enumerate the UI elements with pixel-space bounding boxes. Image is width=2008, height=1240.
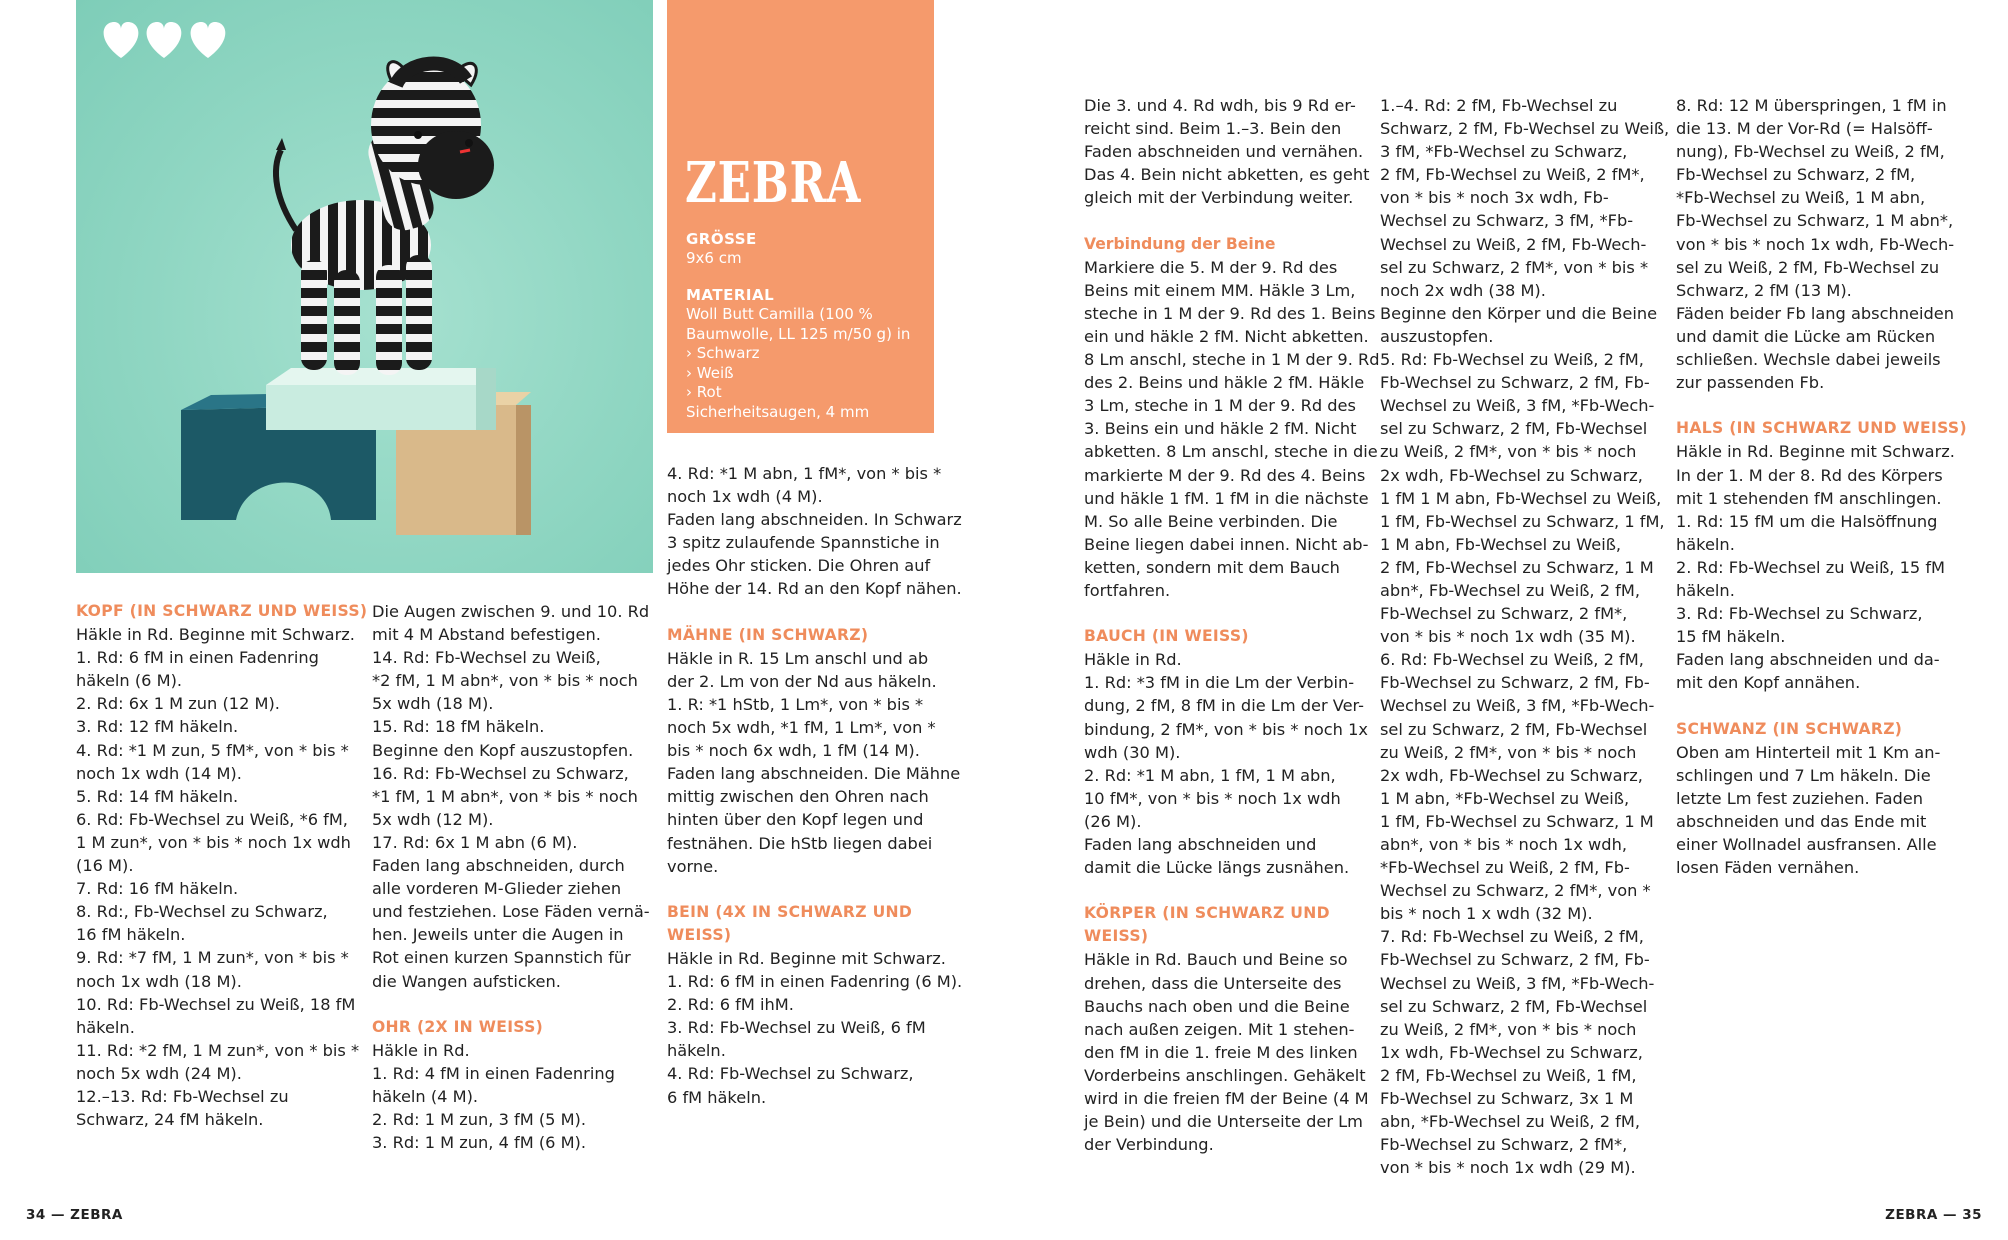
spacer	[667, 878, 962, 901]
zebra	[276, 62, 494, 375]
text-line: 8. Rd:, Fb-Wechsel zu Schwarz,	[76, 902, 328, 922]
text-line: die 13. M der Vor-Rd (= Halsöff-	[1676, 119, 1933, 139]
text-line: 3. Rd: Fb-Wechsel zu Schwarz,	[1676, 604, 1923, 624]
text-line: 1 M abn, *Fb-Wechsel zu Weiß,	[1380, 788, 1630, 808]
spacer	[667, 601, 962, 624]
text-line: 17. Rd: 6x 1 M abn (6 M).	[372, 832, 578, 852]
text-line: 2. Rd: 6 fM ihM.	[667, 995, 794, 1015]
material-line: Woll Butt Camilla (100 %	[686, 305, 873, 323]
text-line: Schwarz, 2 fM (13 M).	[1676, 280, 1852, 300]
text-line: und häkle 1 fM. 1 fM in die nächste	[1084, 488, 1369, 508]
text-line: 6. Rd: Fb-Wechsel zu Weiß, *6 fM,	[76, 809, 348, 829]
text-line: der 2. Lm von der Nd aus häkeln.	[667, 671, 937, 691]
text-line: und damit die Lücke am Rücken	[1676, 326, 1936, 346]
text-line: Fb-Wechsel zu Schwarz, 2 fM*,	[1380, 604, 1628, 624]
text-line: damit die Lücke längs zusnähen.	[1084, 858, 1350, 878]
zebra-photo	[76, 0, 653, 573]
text-line: 3. Beins ein und häkle 2 fM. Nicht	[1084, 419, 1357, 439]
text-line: hinten über den Kopf legen und	[667, 810, 924, 830]
text-line: *2 fM, 1 M abn*, von * bis * noch	[372, 671, 638, 691]
text-line: abschneiden und das Ende mit	[1676, 811, 1927, 831]
text-column-5	[1380, 94, 1669, 1179]
text-line: Die Augen zwischen 9. und 10. Rd	[372, 602, 650, 621]
text-line: abn*, von * bis * noch 1x wdh,	[1380, 835, 1627, 854]
text-line: häkeln (6 M).	[76, 671, 183, 691]
text-line: 1 fM 1 M abn, Fb-Wechsel zu Weiß,	[1380, 488, 1662, 508]
text-line: losen Fäden vernähen.	[1676, 858, 1860, 878]
zebra-illustration	[76, 0, 653, 573]
text-line: hen. Jeweils unter die Augen in	[372, 925, 624, 945]
text-line: die Wangen aufsticken.	[372, 971, 561, 991]
text-line: dung, 2 fM, 8 fM in die Lm der Ver-	[1084, 696, 1364, 716]
text-line: Wechsel zu Weiß, 2 fM, Fb-Wech-	[1380, 234, 1647, 254]
text-line: mit 1 stehenden fM anschlingen.	[1676, 488, 1942, 508]
text-column-6	[1676, 94, 1967, 879]
text-line: Faden lang abschneiden. Die Mähne	[667, 764, 961, 784]
text-line: 1 M abn, Fb-Wechsel zu Weiß,	[1380, 534, 1622, 554]
text-line: 1 fM, Fb-Wechsel zu Schwarz, 1 fM,	[1380, 511, 1665, 531]
text-line: Wechsel zu Weiß, 3 fM, *Fb-Wech-	[1380, 396, 1655, 416]
spacer	[1084, 209, 1380, 232]
text-line: steche in 1 M der 9. Rd des 1. Beins	[1084, 303, 1376, 323]
text-line: 1. Rd: 15 fM um die Halsöffnung	[1676, 511, 1938, 531]
text-line: Fb-Wechsel zu Schwarz, 1 M abn*,	[1676, 211, 1954, 231]
text-line: 4. Rd: *1 M zun, 5 fM*, von * bis *	[76, 740, 349, 760]
text-line: festnähen. Die hStb liegen dabei	[667, 833, 933, 853]
text-line: Vorderbeins anschlingen. Gehäkelt	[1084, 1065, 1366, 1085]
text-line: Faden lang abschneiden. In Schwarz	[667, 510, 962, 530]
text-line: 2x wdh, Fb-Wechsel zu Schwarz,	[1380, 765, 1643, 785]
text-line: 2. Rd: 6x 1 M zun (12 M).	[76, 694, 280, 714]
text-line: Häkle in Rd. Beginne mit Schwarz.	[1676, 442, 1955, 462]
text-line: Häkle in Rd.	[1084, 650, 1182, 670]
text-column-3	[667, 462, 962, 1109]
text-line: 1. Rd: 6 fM in einen Fadenring	[76, 648, 319, 668]
text-line: 8 Lm anschl, steche in 1 M der 9. Rd	[1084, 350, 1380, 370]
text-line: *Fb-Wechsel zu Weiß, 1 M abn,	[1676, 188, 1926, 208]
text-line: 12.–13. Rd: Fb-Wechsel zu	[76, 1086, 289, 1106]
text-line: von * bis * noch 1x wdh (35 M).	[1380, 627, 1636, 647]
text-line: jedes Ohr sticken. Die Ohren auf	[667, 556, 931, 576]
heart-icon	[191, 22, 226, 58]
section-heading: MÄHNE (IN SCHWARZ)	[667, 625, 869, 644]
text-line: sel zu Weiß, 2 fM, Fb-Wechsel zu	[1676, 257, 1940, 277]
text-line: 1. R: *1 hStb, 1 Lm*, von * bis *	[667, 694, 924, 714]
text-line: Höhe der 14. Rd an den Kopf nähen.	[667, 579, 962, 599]
text-line: 9. Rd: *7 fM, 1 M zun*, von * bis *	[76, 948, 349, 968]
text-line: Faden lang abschneiden und da-	[1676, 650, 1940, 670]
text-line: Wechsel zu Schwarz, 2 fM*, von *	[1380, 881, 1651, 901]
footer-left: 34 — ZEBRA	[26, 1207, 123, 1223]
section-heading: SCHWANZ (IN SCHWARZ)	[1676, 719, 1903, 738]
text-line: ketten, sondern mit dem Bauch	[1084, 557, 1340, 577]
text-line: reicht sind. Beim 1.–3. Bein den	[1084, 119, 1342, 139]
text-line: häkeln (4 M).	[372, 1086, 479, 1106]
text-line: einer Wollnadel ausfransen. Alle	[1676, 835, 1937, 854]
text-line: Das 4. Bein nicht abketten, es geht	[1084, 165, 1370, 185]
text-line: 5x wdh (18 M).	[372, 694, 494, 714]
text-line: 16 fM häkeln.	[76, 925, 186, 945]
spacer	[1676, 694, 1967, 717]
heart-icon	[104, 22, 139, 58]
section-heading: WEISS)	[1084, 927, 1149, 946]
text-line: zu Weiß, 2 fM*, von * bis * noch	[1380, 742, 1637, 762]
text-line: Schwarz, 24 fM häkeln.	[76, 1110, 264, 1130]
text-line: zu Weiß, 2 fM*, von * bis * noch	[1380, 1019, 1637, 1039]
text-line: bindung, 2 fM*, von * bis * noch 1x	[1084, 719, 1368, 739]
text-line: den fM in die 1. freie M des linken	[1084, 1042, 1358, 1062]
spacer	[1084, 602, 1380, 625]
text-line: 1. Rd: *3 fM in die Lm der Verbin-	[1084, 673, 1355, 693]
text-line: abn, *Fb-Wechsel zu Weiß, 2 fM,	[1380, 1112, 1640, 1132]
text-line: Oben am Hinterteil mit 1 Km an-	[1676, 742, 1941, 762]
text-line: Häkle in Rd.	[372, 1040, 470, 1060]
text-line: auszustopfen.	[1380, 326, 1494, 346]
section-heading: Verbindung der Beine	[1084, 234, 1276, 253]
text-line: Bauchs nach oben und die Beine	[1084, 996, 1350, 1016]
text-line: 4. Rd: Fb-Wechsel zu Schwarz,	[667, 1064, 914, 1084]
text-line: Faden abschneiden und vernähen.	[1084, 142, 1364, 162]
text-line: 6 fM häkeln.	[667, 1087, 767, 1107]
text-line: *1 fM, 1 M abn*, von * bis * noch	[372, 786, 638, 806]
text-line: wdh (30 M).	[1084, 742, 1181, 762]
text-line: 5. Rd: Fb-Wechsel zu Weiß, 2 fM,	[1380, 350, 1644, 370]
text-line: Fb-Wechsel zu Schwarz, 2 fM*,	[1380, 1135, 1628, 1155]
text-line: 6. Rd: Fb-Wechsel zu Weiß, 2 fM,	[1380, 650, 1644, 670]
section-heading: KÖRPER (IN SCHWARZ UND	[1084, 904, 1330, 923]
text-line: 3. Rd: 1 M zun, 4 fM (6 M).	[372, 1133, 587, 1153]
text-line: häkeln.	[667, 1041, 726, 1061]
text-line: 8. Rd: 12 M überspringen, 1 fM in	[1676, 96, 1947, 115]
text-line: vorne.	[667, 856, 719, 876]
material-line: › Schwarz	[686, 344, 760, 362]
material-heading: MATERIAL	[686, 286, 775, 304]
text-line: häkeln.	[1676, 534, 1735, 554]
text-line: sel zu Schwarz, 2 fM, Fb-Wechsel	[1380, 419, 1648, 439]
section-heading: BAUCH (IN WEISS)	[1084, 627, 1249, 646]
material-line: Baumwolle, LL 125 m/50 g) in	[686, 324, 911, 343]
text-line: gleich mit der Verbindung weiter.	[1084, 188, 1354, 208]
text-line: Fäden beider Fb lang abschneiden	[1676, 303, 1954, 323]
text-line: sel zu Schwarz, 2 fM, Fb-Wechsel	[1380, 719, 1648, 739]
text-line: 10. Rd: Fb-Wechsel zu Weiß, 18 fM	[76, 994, 356, 1014]
text-line: Beine liegen dabei innen. Nicht ab-	[1084, 534, 1369, 554]
text-line: zur passenden Fb.	[1676, 373, 1825, 393]
text-line: sel zu Schwarz, 2 fM*, von * bis *	[1380, 257, 1649, 277]
text-line: mit den Kopf annähen.	[1676, 673, 1861, 693]
section-heading: HALS (IN SCHWARZ UND WEISS)	[1676, 419, 1967, 438]
text-line: des 2. Beins und häkle 2 fM. Häkle	[1084, 373, 1365, 393]
text-line: markierte M der 9. Rd des 4. Beins	[1084, 465, 1366, 485]
section-heading: KOPF (IN SCHWARZ UND WEISS)	[76, 602, 368, 620]
text-line: der Verbindung.	[1084, 1135, 1214, 1155]
text-line: 2x wdh, Fb-Wechsel zu Schwarz,	[1380, 465, 1643, 485]
text-line: Wechsel zu Weiß, 3 fM, *Fb-Wech-	[1380, 696, 1655, 716]
pattern-info-box	[667, 0, 934, 433]
text-line: Häkle in Rd. Bauch und Beine so	[1084, 950, 1348, 970]
text-line: abketten. 8 Lm anschl, steche in die	[1084, 442, 1378, 462]
text-line: 7. Rd: 16 fM häkeln.	[76, 879, 239, 899]
footer-right: ZEBRA — 35	[1885, 1207, 1982, 1223]
text-line: noch 5x wdh (24 M).	[76, 1063, 242, 1083]
text-line: 11. Rd: *2 fM, 1 M zun*, von * bis *	[76, 1040, 360, 1060]
text-line: 2. Rd: *1 M abn, 1 fM, 1 M abn,	[1084, 765, 1336, 785]
text-line: mit 4 M Abstand befestigen.	[372, 625, 601, 645]
spacer	[1676, 394, 1967, 417]
text-line: Wechsel zu Schwarz, 3 fM, *Fb-	[1380, 211, 1634, 231]
text-line: 3 fM, *Fb-Wechsel zu Schwarz,	[1380, 142, 1628, 162]
material-line: Sicherheitsaugen, 4 mm	[686, 402, 870, 421]
text-line: 3. Rd: 12 fM häkeln.	[76, 717, 239, 737]
text-line: 5. Rd: 14 fM häkeln.	[76, 786, 239, 806]
text-line: ein und häkle 2 fM. Nicht abketten.	[1084, 326, 1369, 346]
text-line: noch 1x wdh (4 M).	[667, 487, 823, 507]
text-column-1	[76, 600, 367, 1131]
text-line: letzte Lm fest zuziehen. Faden	[1676, 788, 1923, 808]
text-line: sel zu Schwarz, 2 fM, Fb-Wechsel	[1380, 996, 1648, 1016]
text-line: Schwarz, 2 fM, Fb-Wechsel zu Weiß,	[1380, 119, 1670, 139]
size-value: 9x6 cm	[686, 249, 742, 267]
text-line: von * bis * noch 1x wdh (29 M).	[1380, 1158, 1636, 1178]
text-line: noch 1x wdh (14 M).	[76, 763, 242, 783]
text-line: häkeln.	[76, 1017, 135, 1037]
spacer	[1084, 879, 1380, 902]
section-heading: BEIN (4X IN SCHWARZ UND	[667, 902, 913, 921]
text-line: zu Weiß, 2 fM*, von * bis * noch	[1380, 442, 1637, 462]
text-line: von * bis * noch 1x wdh, Fb-Wech-	[1676, 234, 1955, 254]
text-line: je Bein) und die Unterseite der Lm	[1084, 1112, 1363, 1132]
text-line: (26 M).	[1084, 811, 1142, 831]
text-line: Häkle in R. 15 Lm anschl und ab	[667, 648, 929, 668]
section-heading: WEISS)	[667, 925, 732, 944]
text-line: bis * noch 6x wdh, 1 fM (14 M).	[667, 741, 920, 761]
text-line: Beginne den Körper und die Beine	[1380, 303, 1658, 323]
text-line: Markiere die 5. M der 9. Rd des	[1084, 257, 1338, 277]
text-line: 1x wdh, Fb-Wechsel zu Schwarz,	[1380, 1042, 1643, 1062]
text-line: 1 fM, Fb-Wechsel zu Schwarz, 1 M	[1380, 811, 1654, 831]
text-line: 5x wdh (12 M).	[372, 809, 494, 829]
text-line: Fb-Wechsel zu Schwarz, 3x 1 M	[1380, 1089, 1634, 1109]
text-line: Fb-Wechsel zu Schwarz, 2 fM,	[1676, 165, 1916, 185]
text-line: Häkle in Rd. Beginne mit Schwarz.	[667, 948, 946, 968]
text-line: Rot einen kurzen Spannstich für	[372, 948, 631, 968]
text-line: schlingen und 7 Lm häkeln. Die	[1676, 765, 1931, 785]
text-line: 15 fM häkeln.	[1676, 627, 1786, 647]
heart-icon	[147, 22, 182, 58]
text-line: bis * noch 1 x wdh (32 M).	[1380, 904, 1593, 924]
text-line: nach außen zeigen. Mit 1 stehen-	[1084, 1019, 1355, 1039]
text-column-2	[372, 600, 650, 1154]
text-line: 10 fM*, von * bis * noch 1x wdh	[1084, 788, 1341, 808]
text-line: 1. Rd: 6 fM in einen Fadenring (6 M).	[667, 972, 963, 992]
text-line: von * bis * noch 3x wdh, Fb-	[1380, 188, 1609, 208]
text-line: M. So alle Beine verbinden. Die	[1084, 511, 1338, 531]
text-line: In der 1. M der 8. Rd des Körpers	[1676, 465, 1943, 485]
text-line: Die 3. und 4. Rd wdh, bis 9 Rd er-	[1084, 96, 1356, 115]
text-line: drehen, dass die Unterseite des	[1084, 973, 1342, 993]
text-line: noch 1x wdh (18 M).	[76, 971, 242, 991]
text-line: 3 Lm, steche in 1 M der 9. Rd des	[1084, 396, 1356, 416]
text-line: 14. Rd: Fb-Wechsel zu Weiß,	[372, 648, 601, 668]
text-line: Fb-Wechsel zu Schwarz, 2 fM, Fb-	[1380, 950, 1650, 970]
text-line: 3 spitz zulaufende Spannstiche in	[667, 533, 940, 553]
text-line: 1 M zun*, von * bis * noch 1x wdh	[76, 832, 351, 852]
text-line: 15. Rd: 18 fM häkeln.	[372, 717, 545, 737]
spacer	[372, 993, 650, 1016]
pattern-title: ZEBRA	[685, 150, 862, 216]
text-line: 2 fM, Fb-Wechsel zu Weiß, 2 fM*,	[1380, 165, 1645, 185]
text-line: 1.–4. Rd: 2 fM, Fb-Wechsel zu	[1380, 96, 1618, 115]
text-line: alle vorderen M-Glieder ziehen	[372, 879, 622, 899]
text-line: 1. Rd: 4 fM in einen Fadenring	[372, 1063, 615, 1083]
text-column-4	[1084, 94, 1380, 1156]
text-line: (16 M).	[76, 856, 134, 876]
text-line: 7. Rd: Fb-Wechsel zu Weiß, 2 fM,	[1380, 927, 1644, 947]
size-heading: GRÖSSE	[686, 230, 757, 248]
text-line: Faden lang abschneiden, durch	[372, 856, 625, 876]
section-heading: OHR (2X IN WEISS)	[372, 1017, 544, 1036]
text-line: 16. Rd: Fb-Wechsel zu Schwarz,	[372, 763, 629, 783]
text-line: häkeln.	[1676, 580, 1735, 600]
text-line: abn*, Fb-Wechsel zu Weiß, 2 fM,	[1380, 580, 1640, 600]
text-line: noch 2x wdh (38 M).	[1380, 280, 1546, 300]
text-line: Beins mit einem MM. Häkle 3 Lm,	[1084, 280, 1356, 300]
text-line: Fb-Wechsel zu Schwarz, 2 fM, Fb-	[1380, 673, 1650, 693]
text-line: und festziehen. Lose Fäden vernä-	[372, 902, 650, 922]
text-line: Fb-Wechsel zu Schwarz, 2 fM, Fb-	[1380, 373, 1650, 393]
material-line: › Weiß	[686, 363, 734, 382]
text-line: 2 fM, Fb-Wechsel zu Schwarz, 1 M	[1380, 557, 1654, 577]
text-line: nung), Fb-Wechsel zu Weiß, 2 fM,	[1676, 142, 1945, 162]
text-line: 4. Rd: *1 M abn, 1 fM*, von * bis *	[667, 464, 942, 483]
text-line: *Fb-Wechsel zu Weiß, 2 fM, Fb-	[1380, 858, 1630, 878]
text-line: Wechsel zu Weiß, 3 fM, *Fb-Wech-	[1380, 973, 1655, 993]
text-line: noch 5x wdh, *1 fM, 1 Lm*, von *	[667, 718, 936, 738]
text-line: 2. Rd: 1 M zun, 3 fM (5 M).	[372, 1110, 587, 1130]
text-line: 2 fM, Fb-Wechsel zu Weiß, 1 fM,	[1380, 1065, 1637, 1085]
text-line: Faden lang abschneiden und	[1084, 835, 1317, 854]
text-line: fortfahren.	[1084, 580, 1171, 600]
text-line: 2. Rd: Fb-Wechsel zu Weiß, 15 fM	[1676, 557, 1946, 577]
text-line: mittig zwischen den Ohren nach	[667, 787, 929, 807]
text-line: wird in die freien fM der Beine (4 M	[1084, 1089, 1369, 1109]
text-line: Häkle in Rd. Beginne mit Schwarz.	[76, 625, 355, 645]
text-line: schließen. Wechsle dabei jeweils	[1676, 350, 1941, 370]
text-line: Beginne den Kopf auszustopfen.	[372, 740, 634, 760]
material-line: › Rot	[686, 383, 722, 401]
text-line: 3. Rd: Fb-Wechsel zu Weiß, 6 fM	[667, 1018, 926, 1038]
